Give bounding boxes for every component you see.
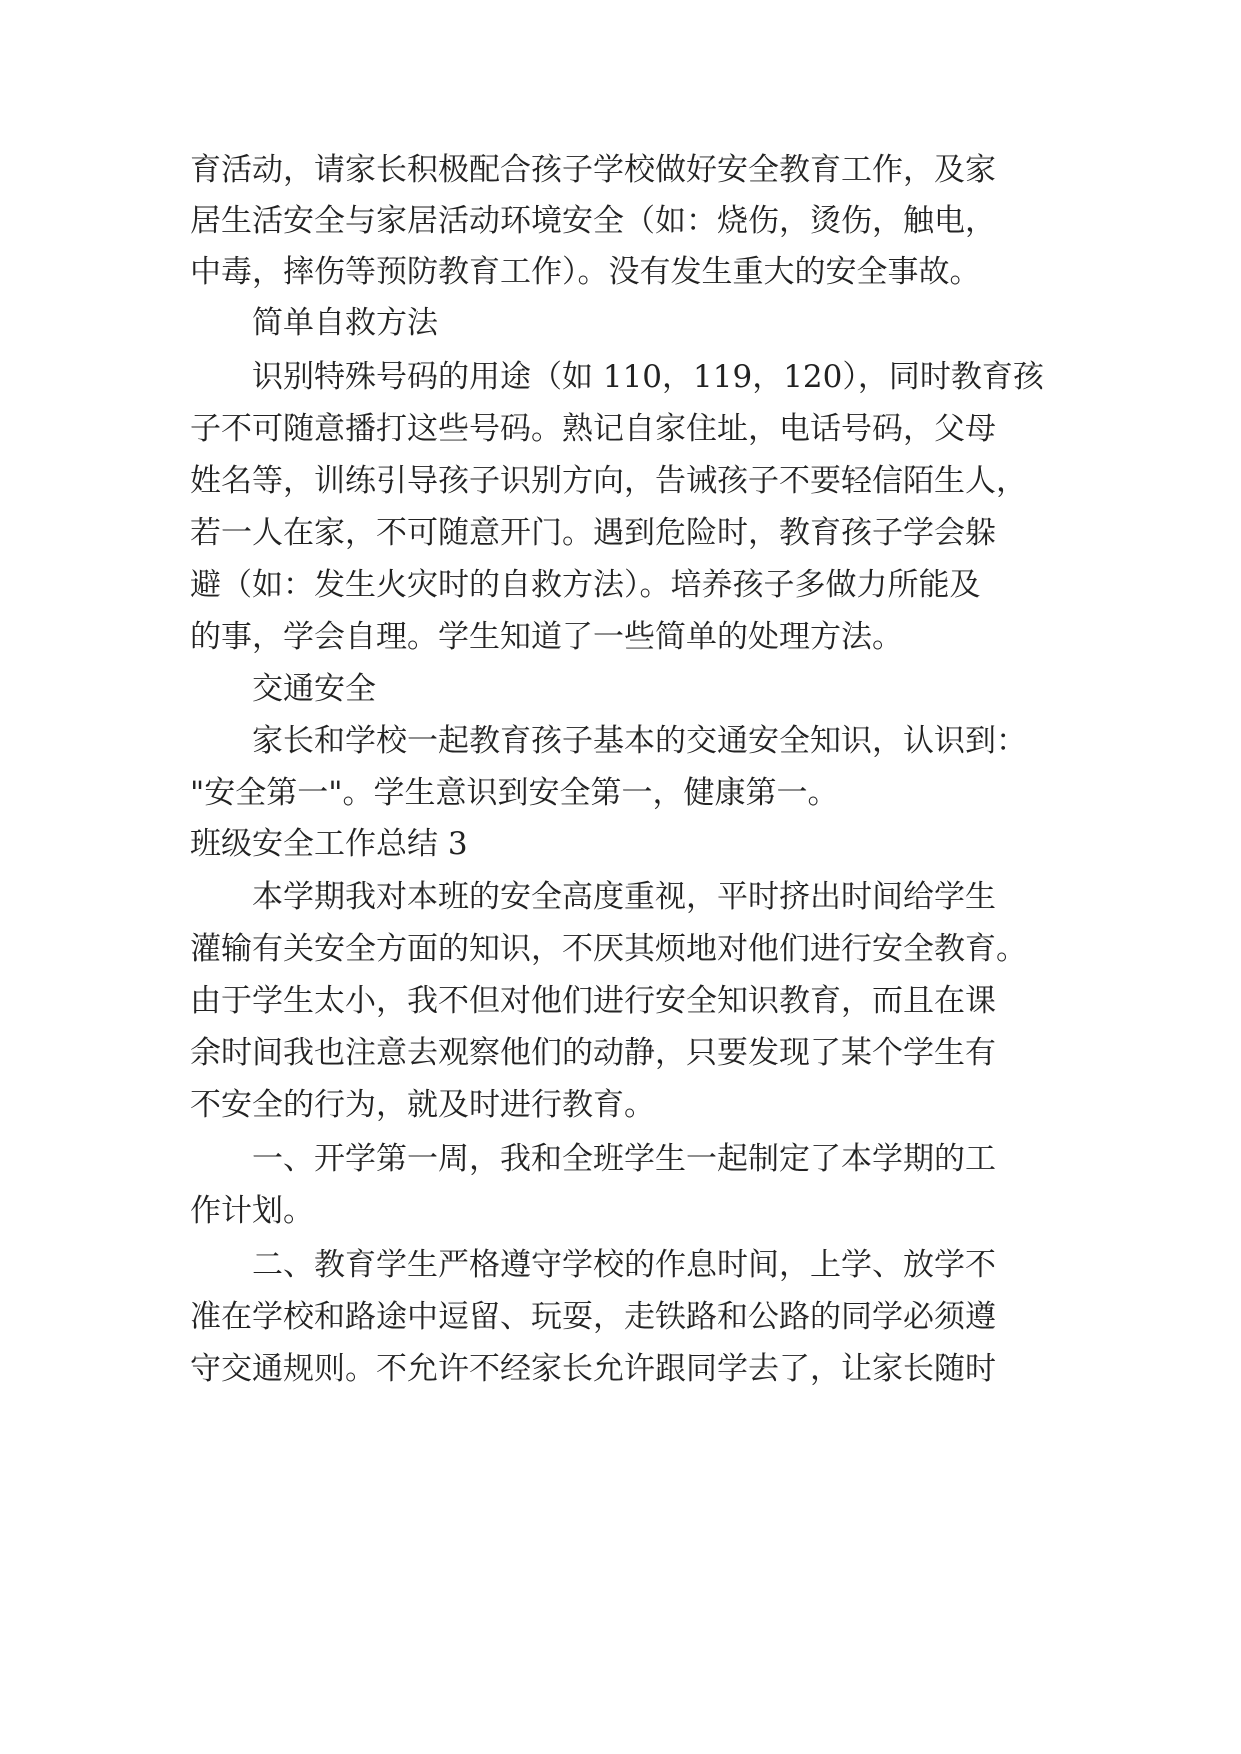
paragraph-line: 一、开学第一周，我和全班学生一起制定了本学期的工 [252, 1141, 996, 1177]
paragraph-line: 中毒，摔伤等预防教育工作）。没有发生重大的安全事故。 [190, 254, 981, 290]
paragraph-line: 二、教育学生严格遵守学校的作息时间，上学、放学不 [252, 1247, 996, 1283]
paragraph-line: 识别特殊号码的用途（如 110，119，120），同时教育孩 [252, 359, 1044, 395]
paragraph-line: 由于学生太小，我不但对他们进行安全知识教育，而且在课 [190, 983, 996, 1019]
paragraph-line: 避（如：发生火灾时的自救方法）。培养孩子多做力所能及 [190, 567, 981, 603]
paragraph-line: 守交通规则。不允许不经家长允许跟同学去了，让家长随时 [190, 1351, 996, 1387]
paragraph-line: "安全第一"。学生意识到安全第一，健康第一。 [190, 775, 839, 811]
paragraph-line: 姓名等，训练引导孩子识别方向，告诫孩子不要轻信陌生人， [190, 463, 1027, 499]
paragraph-line: 的事，学会自理。学生知道了一些简单的处理方法。 [190, 619, 903, 655]
paragraph-line: 居生活安全与家居活动环境安全（如：烧伤，烫伤，触电， [190, 203, 996, 239]
paragraph-line: 育活动，请家长积极配合孩子学校做好安全教育工作，及家 [190, 152, 996, 188]
paragraph-line: 本学期我对本班的安全高度重视，平时挤出时间给学生 [252, 879, 996, 915]
section-heading: 交通安全 [252, 671, 376, 707]
document-title: 班级安全工作总结 3 [190, 826, 468, 862]
paragraph-line: 灌输有关安全方面的知识，不厌其烦地对他们进行安全教育。 [190, 931, 1027, 967]
paragraph-line: 作计划。 [190, 1193, 314, 1229]
paragraph-line: 余时间我也注意去观察他们的动静，只要发现了某个学生有 [190, 1035, 996, 1071]
paragraph-line: 子不可随意播打这些号码。熟记自家住址，电话号码，父母 [190, 411, 996, 447]
paragraph-line: 家长和学校一起教育孩子基本的交通安全知识，认识到： [252, 723, 1027, 759]
paragraph-line: 若一人在家，不可随意开门。遇到危险时，教育孩子学会躲 [190, 515, 996, 551]
paragraph-line: 准在学校和路途中逗留、玩耍，走铁路和公路的同学必须遵 [190, 1299, 996, 1335]
section-heading: 简单自救方法 [252, 305, 438, 341]
paragraph-line: 不安全的行为，就及时进行教育。 [190, 1087, 655, 1123]
